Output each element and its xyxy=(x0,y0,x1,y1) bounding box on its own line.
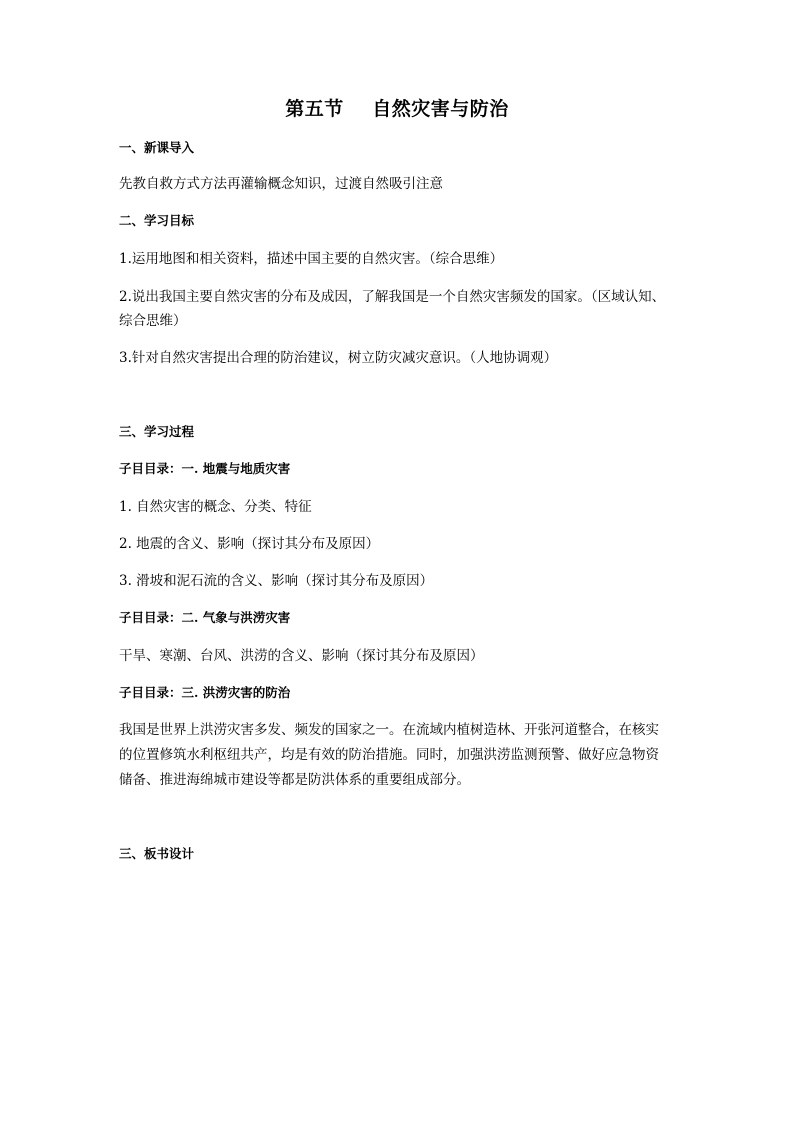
subsection-2-text: 干旱、寒潮、台风、洪涝的含义、影响（探讨其分布及原因） xyxy=(119,648,484,664)
goal-item-2-line-1: 2.说出我国主要自然灾害的分布及成因，了解我国是一个自然灾害频发的国家。（区域认知、 xyxy=(119,289,666,305)
subsection-3-text-line-3: 储备、推进海绵城市建设等都是防洪体系的重要组成部分。 xyxy=(119,772,470,788)
section-heading-intro: 一、新课导入 xyxy=(119,140,195,155)
section-heading-goals: 二、学习目标 xyxy=(119,213,195,228)
subsection-heading-1: 子目目录：一. 地震与地质灾害 xyxy=(119,461,291,476)
goal-item-1: 1.运用地图和相关资料，描述中国主要的自然灾害。（综合思维） xyxy=(119,251,504,267)
section-heading-process: 三、学习过程 xyxy=(119,424,195,439)
goal-item-3: 3.针对自然灾害提出合理的防治建议，树立防灾减灾意识。（人地协调观） xyxy=(119,350,558,366)
goal-item-2-line-2: 综合思维） xyxy=(119,313,187,329)
subsection-heading-3: 子目目录：三. 洪涝灾害的防治 xyxy=(119,685,291,700)
subsection-1-item-3: 3. 滑坡和泥石流的含义、影响（探讨其分布及原因） xyxy=(119,573,434,589)
subsection-1-item-2: 2. 地震的含义、影响（探讨其分布及原因） xyxy=(119,536,380,552)
subsection-3-text-line-2: 的位置修筑水利枢纽共产，均是有效的防治措施。同时，加强洪涝监测预警、做好应急物资 xyxy=(119,747,659,763)
subsection-heading-2: 子目目录：二. 气象与洪涝灾害 xyxy=(119,610,291,625)
subsection-1-item-1: 1. 自然灾害的概念、分类、特征 xyxy=(119,499,312,515)
page-title: 第五节 自然灾害与防治 xyxy=(285,98,509,120)
section-heading-board-design: 三、板书设计 xyxy=(119,846,195,861)
intro-text: 先教自救方式方法再灌输概念知识，过渡自然吸引注意 xyxy=(119,176,443,192)
subsection-3-text-line-1: 我国是世界上洪涝灾害多发、频发的国家之一。在流域内植树造林、开张河道整合，在核实 xyxy=(119,722,659,738)
